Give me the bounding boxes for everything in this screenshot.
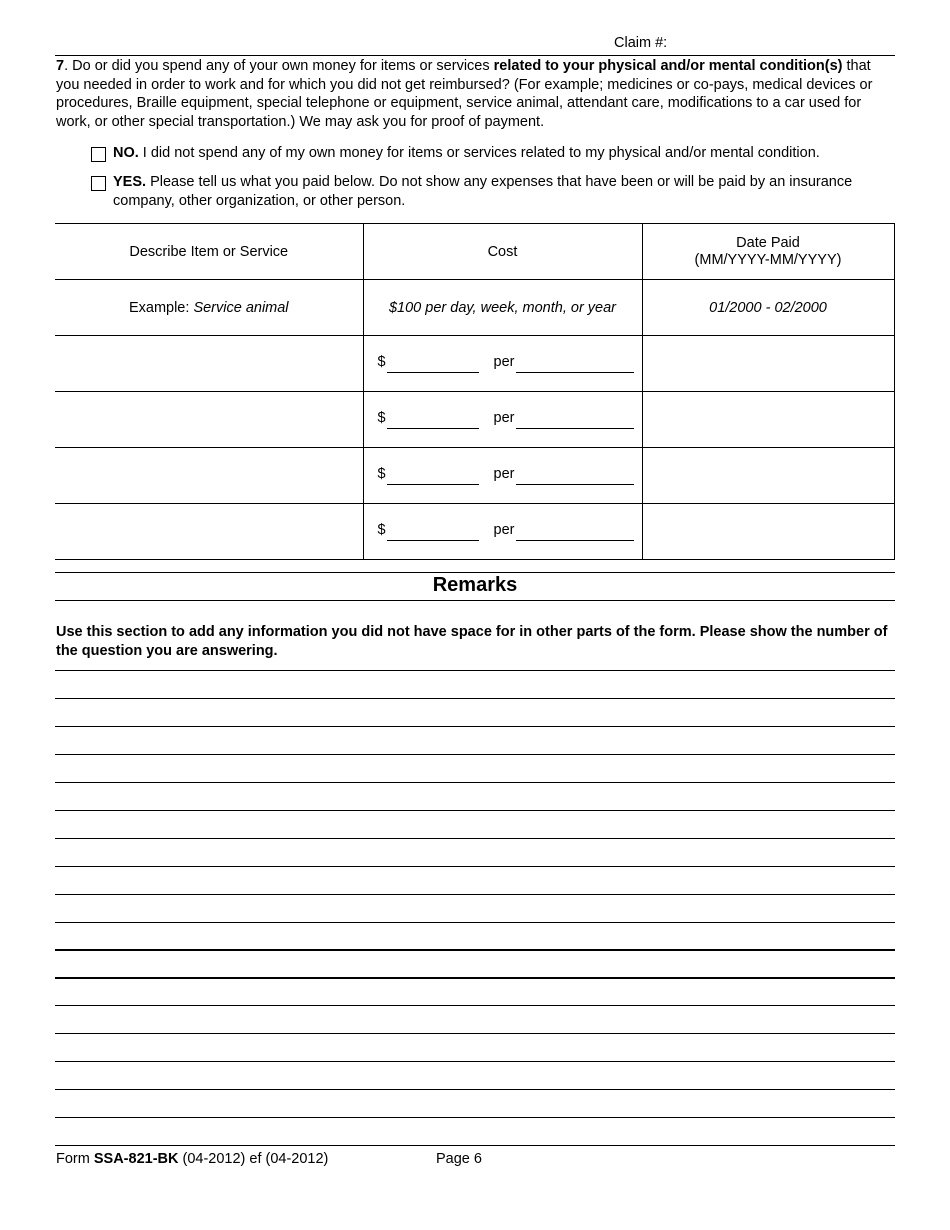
form-edition: (04-2012) ef (04-2012) bbox=[178, 1151, 329, 1167]
remarks-line[interactable] bbox=[55, 1117, 895, 1118]
remarks-line[interactable] bbox=[55, 894, 895, 895]
header-date-title: Date Paid bbox=[736, 234, 800, 251]
question-number: 7 bbox=[56, 58, 65, 74]
per-input[interactable] bbox=[516, 354, 634, 373]
yes-label: YES. bbox=[113, 174, 147, 190]
item-cell bbox=[55, 448, 363, 504]
form-prefix: Form bbox=[56, 1151, 94, 1167]
table-row bbox=[55, 336, 894, 392]
amount-input[interactable] bbox=[387, 466, 479, 485]
no-checkbox[interactable] bbox=[91, 147, 106, 162]
example-item-text: Service animal bbox=[193, 299, 289, 316]
question-text-end: that you needed in order to work and for which you did not get reimbursed? (For example; medicines or co-pays, medical devices or procedures, Braille equipment, special telephone or equipment, service animal, attendant care, modifications to a car used for work, or other special transportation.) We may ask you for proof of payment. bbox=[56, 58, 873, 130]
yes-description: Please tell us what you paid below. Do not show any expenses that have been or will be paid by an insurance company, other organization, or other person. bbox=[113, 174, 853, 209]
remarks-line[interactable] bbox=[55, 1005, 895, 1006]
table-row bbox=[55, 504, 894, 560]
per-label: per bbox=[493, 354, 515, 370]
claim-number-input[interactable] bbox=[672, 33, 892, 51]
yes-checkbox[interactable] bbox=[91, 176, 106, 191]
amount-input[interactable] bbox=[387, 410, 479, 429]
example-date: 01/2000 - 02/2000 bbox=[642, 280, 894, 336]
date-cell bbox=[642, 504, 894, 560]
per-input[interactable] bbox=[516, 522, 634, 541]
no-label: NO. bbox=[113, 145, 139, 161]
dollar-sign: $ bbox=[377, 522, 386, 538]
remarks-bottom-rule bbox=[55, 600, 895, 601]
remarks-line[interactable] bbox=[55, 949, 895, 951]
date-input[interactable] bbox=[643, 336, 894, 391]
table-example-row bbox=[55, 280, 894, 336]
date-input[interactable] bbox=[643, 504, 894, 559]
cost-cell bbox=[363, 448, 642, 504]
item-input[interactable] bbox=[55, 504, 363, 559]
header-cost: Cost bbox=[363, 224, 642, 280]
remarks-line[interactable] bbox=[55, 1145, 895, 1146]
remarks-line[interactable] bbox=[55, 754, 895, 755]
item-input[interactable] bbox=[55, 448, 363, 503]
date-input[interactable] bbox=[643, 392, 894, 447]
option-yes-text bbox=[113, 173, 873, 210]
dollar-sign: $ bbox=[377, 410, 386, 426]
remarks-line[interactable] bbox=[55, 977, 895, 979]
example-cost: $100 per day, week, month, or year bbox=[363, 280, 642, 336]
date-cell bbox=[642, 392, 894, 448]
item-input[interactable] bbox=[55, 336, 363, 391]
page-number: Page 6 bbox=[436, 1151, 482, 1167]
header-rule bbox=[55, 55, 895, 56]
per-label: per bbox=[493, 466, 515, 482]
table-header-row bbox=[55, 224, 894, 280]
example-item bbox=[55, 280, 363, 336]
remarks-line[interactable] bbox=[55, 698, 895, 699]
cost-cell bbox=[363, 336, 642, 392]
per-label: per bbox=[493, 410, 515, 426]
option-no-text bbox=[113, 144, 873, 163]
dollar-sign: $ bbox=[377, 466, 386, 482]
item-cell bbox=[55, 336, 363, 392]
remarks-line[interactable] bbox=[55, 810, 895, 811]
remarks-top-rule bbox=[55, 572, 895, 573]
remarks-line[interactable] bbox=[55, 1061, 895, 1062]
per-input[interactable] bbox=[516, 466, 634, 485]
claim-number-label: Claim #: bbox=[614, 35, 668, 51]
cost-cell bbox=[363, 392, 642, 448]
amount-input[interactable] bbox=[387, 522, 479, 541]
question-text-bold: related to your physical and/or mental condition(s) bbox=[493, 58, 843, 74]
example-prefix: Example: bbox=[128, 299, 194, 316]
per-input[interactable] bbox=[516, 410, 634, 429]
form-number: SSA-821-BK bbox=[93, 1151, 179, 1167]
cost-cell bbox=[363, 504, 642, 560]
remarks-line[interactable] bbox=[55, 866, 895, 867]
remarks-line[interactable] bbox=[55, 922, 895, 923]
header-date-format: (MM/YYYY-MM/YYYY) bbox=[694, 251, 842, 268]
per-label: per bbox=[493, 522, 515, 538]
no-description: I did not spend any of my own money for items or services related to my physical and/or mental condition. bbox=[138, 145, 820, 161]
remarks-line[interactable] bbox=[55, 726, 895, 727]
item-input[interactable] bbox=[55, 392, 363, 447]
amount-input[interactable] bbox=[387, 354, 479, 373]
header-date-paid bbox=[642, 224, 894, 280]
remarks-line[interactable] bbox=[55, 1033, 895, 1034]
table-row bbox=[55, 392, 894, 448]
date-input[interactable] bbox=[643, 448, 894, 503]
date-cell bbox=[642, 336, 894, 392]
question-7 bbox=[56, 57, 896, 131]
remarks-line[interactable] bbox=[55, 670, 895, 671]
item-cell bbox=[55, 392, 363, 448]
remarks-line[interactable] bbox=[55, 1089, 895, 1090]
remarks-line[interactable] bbox=[55, 782, 895, 783]
header-describe: Describe Item or Service bbox=[55, 224, 363, 280]
question-text-start: . Do or did you spend any of your own money for items or services bbox=[64, 58, 494, 74]
item-cell bbox=[55, 504, 363, 560]
form-footer bbox=[56, 1151, 328, 1167]
expenses-table bbox=[55, 223, 895, 560]
dollar-sign: $ bbox=[377, 354, 386, 370]
remarks-instructions: Use this section to add any information you did not have space for in other parts of the form. Please show the number of the question you are answering. bbox=[56, 624, 888, 659]
date-cell bbox=[642, 448, 894, 504]
remarks-line[interactable] bbox=[55, 838, 895, 839]
table-row bbox=[55, 448, 894, 504]
remarks-title: Remarks bbox=[432, 574, 518, 596]
